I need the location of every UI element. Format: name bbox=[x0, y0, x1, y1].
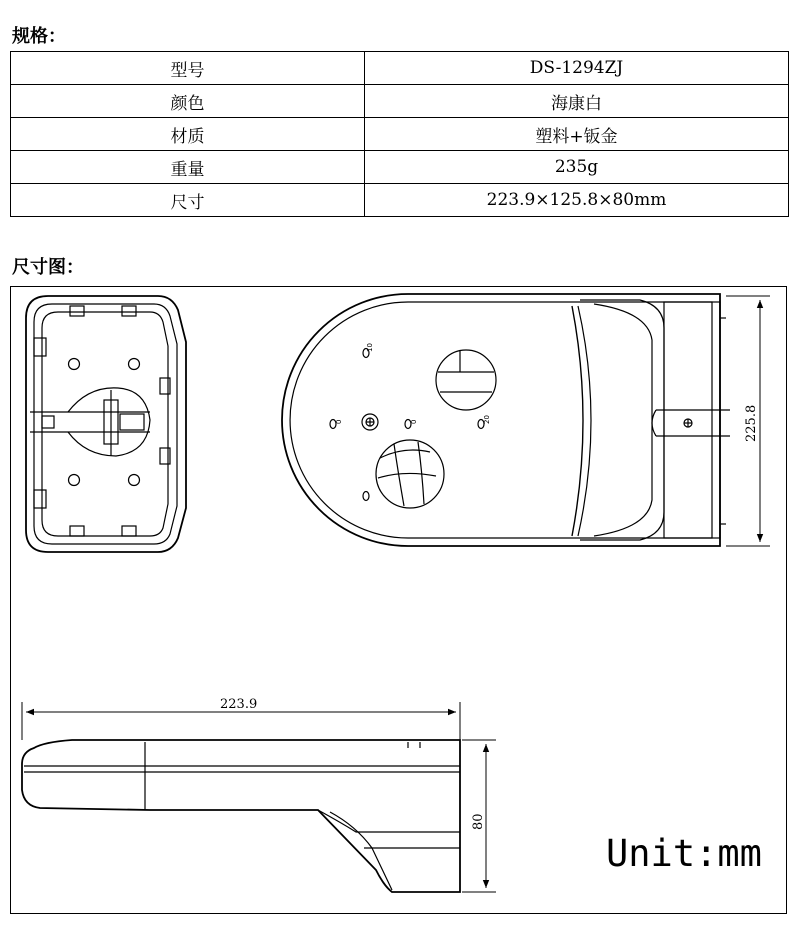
hole-label: 0 bbox=[335, 419, 343, 424]
width-label: 225.8 bbox=[744, 404, 759, 442]
spec-value: 235g bbox=[365, 151, 789, 184]
hole-label: 10 bbox=[366, 343, 374, 352]
dimension-heading: 尺寸图： bbox=[12, 257, 84, 278]
spec-key: 型号 bbox=[11, 52, 365, 85]
hole-label: 20 bbox=[483, 415, 491, 424]
spec-value: 海康白 bbox=[365, 85, 789, 118]
back-view bbox=[26, 296, 186, 552]
spec-value: 223.9×125.8×80mm bbox=[365, 184, 789, 217]
spec-value: 塑料+钣金 bbox=[365, 118, 789, 151]
side-view bbox=[22, 740, 460, 892]
unit-label: Unit:mm bbox=[606, 832, 762, 875]
spec-key: 颜色 bbox=[11, 85, 365, 118]
hole-label: 0 bbox=[410, 419, 418, 424]
top-view bbox=[282, 294, 730, 546]
hole-labels bbox=[335, 343, 491, 424]
spec-key: 尺寸 bbox=[11, 184, 365, 217]
spec-key: 重量 bbox=[11, 151, 365, 184]
height-label: 80 bbox=[471, 813, 486, 830]
spec-value: DS-1294ZJ bbox=[365, 52, 789, 85]
length-label: 223.9 bbox=[220, 697, 258, 712]
spec-key: 材质 bbox=[11, 118, 365, 151]
spec-heading: 规格： bbox=[12, 26, 66, 47]
